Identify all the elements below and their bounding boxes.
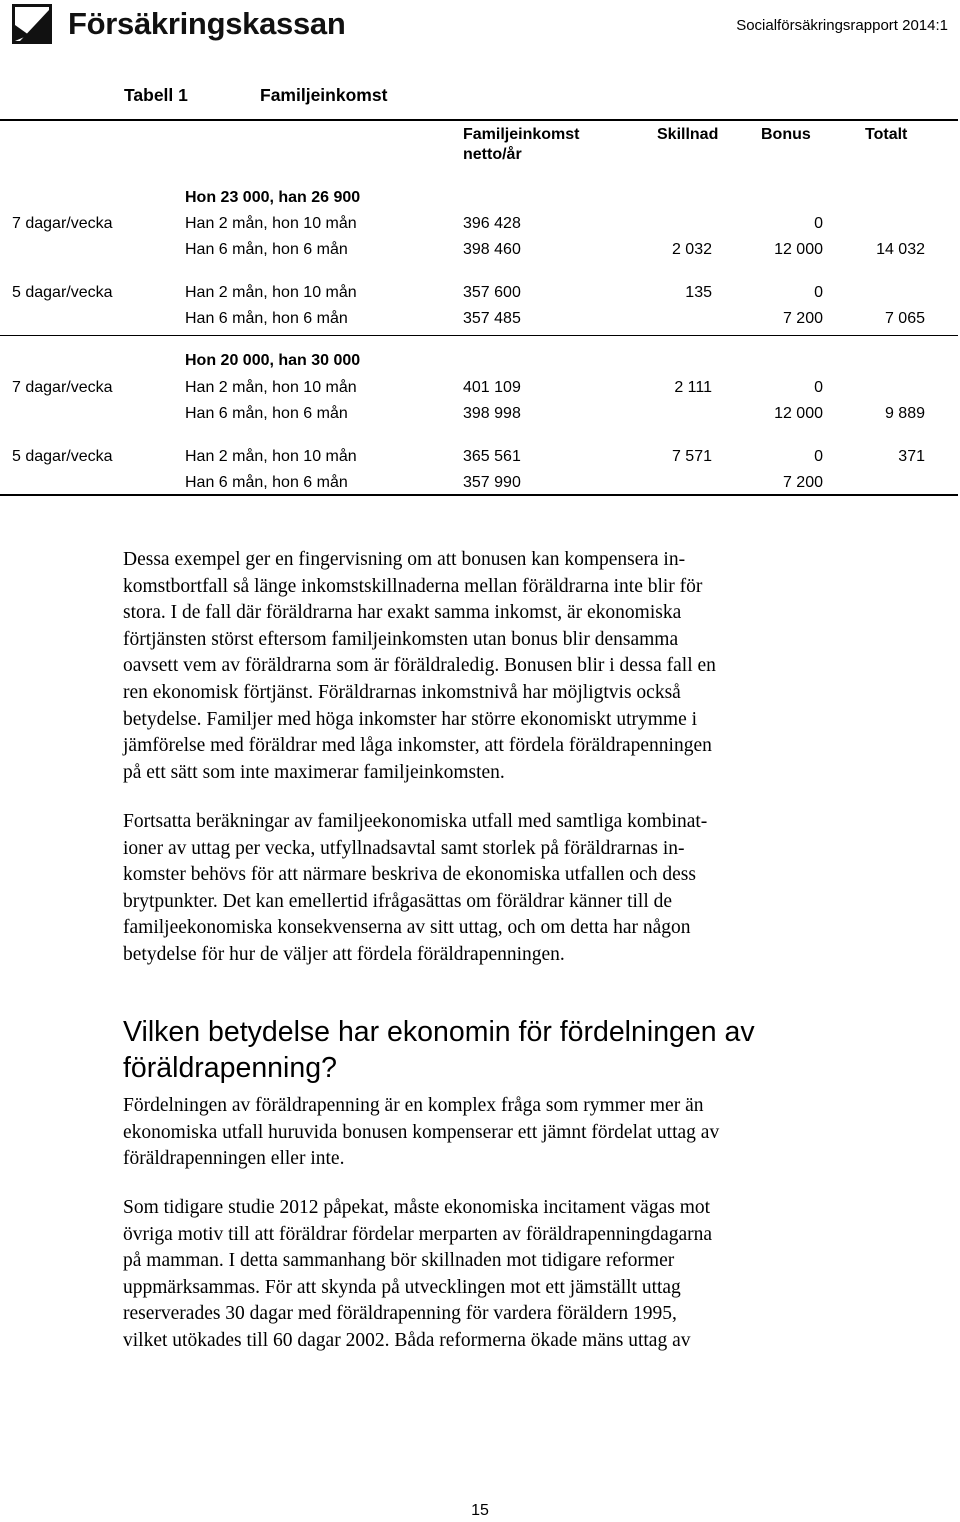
group-label: Hon 23 000, han 26 900	[185, 189, 361, 206]
paragraph-line: Som tidigare studie 2012 påpekat, måste ekonomiska incitament vägas mot	[123, 1197, 711, 1218]
paragraph-line: på ett sätt som inte maximerar familjeinkomsten.	[123, 761, 505, 783]
row-diff: 2 032	[671, 241, 712, 258]
paragraph	[123, 1093, 843, 1173]
row-diff: 135	[685, 284, 712, 301]
paragraph-line: jämförelse med föräldrar med låga inkomster, att fördela föräldrapenningen	[123, 735, 712, 757]
row-days: 7 dagar/vecka	[12, 215, 113, 232]
table-group-separator	[0, 335, 958, 336]
row-total: 7 065	[884, 310, 925, 327]
row-days: 5 dagar/vecka	[12, 448, 113, 465]
section-heading-line: föräldrapenning?	[123, 1052, 337, 1084]
col-header-bonus: Bonus	[761, 126, 811, 143]
paragraph-line: föräldrapenningen eller inte.	[123, 1148, 345, 1170]
table-name: Familjeinkomst	[260, 85, 388, 105]
row-split: Han 2 mån, hon 10 mån	[185, 448, 357, 465]
row-income: 398 460	[463, 241, 521, 258]
row-income: 401 109	[463, 379, 521, 396]
logo	[12, 3, 346, 45]
row-total: 371	[898, 448, 925, 465]
row-bonus: 12 000	[774, 405, 823, 422]
row-split: Han 6 mån, hon 6 mån	[185, 474, 348, 491]
row-income: 396 428	[463, 215, 521, 232]
page-number: 15	[471, 1502, 489, 1519]
row-income: 365 561	[463, 448, 521, 465]
col-header-total: Totalt	[865, 126, 908, 143]
report-reference: Socialförsäkringsrapport 2014:1	[736, 17, 948, 34]
row-bonus: 0	[814, 284, 823, 301]
paragraph-line: Dessa exempel ger en fingervisning om att bonusen kan kompensera in-	[123, 549, 686, 570]
paragraph	[123, 547, 843, 786]
paragraph-line: betydelse. Familjer med höga inkomster har större ekonomiskt utrymme i	[123, 708, 698, 730]
paragraph-line: Fördelningen av föräldrapenning är en komplex fråga som rymmer mer än	[123, 1095, 704, 1116]
row-bonus: 0	[814, 379, 823, 396]
paragraph-line: ren ekonomisk förtjänst. Föräldrarnas inkomstnivå har möjligtvis också	[123, 681, 681, 703]
row-bonus: 12 000	[774, 241, 823, 258]
paragraph-line: övriga motiv till att föräldrar fördelar merparten av föräldrapenningdagarna	[123, 1223, 713, 1245]
row-split: Han 2 mån, hon 10 mån	[185, 379, 357, 396]
row-bonus: 7 200	[782, 474, 823, 491]
paragraph-line: familjeekonomiska konsekvenserna av sitt uttag, och om detta har någon	[123, 917, 691, 939]
paragraph-line: oavsett vem av föräldrarna som är föräldraledig. Bonusen blir i dessa fall en	[123, 655, 716, 677]
section-heading	[123, 1014, 843, 1086]
table-number: Tabell 1	[124, 85, 188, 105]
paragraph-line: uppmärksammas. För att skynda på utvecklingen mot ett jämställt uttag	[123, 1276, 681, 1298]
row-bonus: 7 200	[782, 310, 823, 327]
row-diff: 7 571	[671, 448, 712, 465]
row-split: Han 6 mån, hon 6 mån	[185, 241, 348, 258]
logo-text: Försäkringskassan	[68, 6, 346, 41]
paragraph-line: reserverades 30 dagar med föräldrapenning för vardera föräldern 1995,	[123, 1303, 677, 1325]
paragraph-line: betydelse för hur de väljer att fördela föräldrapenningen.	[123, 943, 565, 965]
paragraph-line: Fortsatta beräkningar av familjeekonomiska utfall med samtliga kombinat-	[123, 811, 708, 832]
paragraph-line: komster behövs för att närmare beskriva de ekonomiska utfallen och dess	[123, 864, 696, 886]
row-split: Han 6 mån, hon 6 mån	[185, 310, 348, 327]
table-top-rule	[0, 119, 958, 121]
row-split: Han 6 mån, hon 6 mån	[185, 405, 348, 422]
row-split: Han 2 mån, hon 10 mån	[185, 215, 357, 232]
row-split: Han 2 mån, hon 10 mån	[185, 284, 357, 301]
row-total: 14 032	[876, 241, 925, 258]
group-label: Hon 20 000, han 30 000	[185, 352, 361, 369]
col-header-income-line1: Familjeinkomst	[463, 126, 580, 143]
row-bonus: 0	[814, 215, 823, 232]
paragraph-line: ioner av uttag per vecka, utfyllnadsavtal samt storlek på föräldrarnas in-	[123, 837, 685, 859]
row-income: 357 990	[463, 474, 521, 491]
paragraph-line: stora. I de fall där föräldrarna har exakt samma inkomst, är ekonomiska	[123, 602, 682, 624]
fk-logo-icon	[12, 4, 52, 44]
row-diff: 2 111	[674, 379, 712, 396]
row-days: 7 dagar/vecka	[12, 379, 113, 396]
paragraph-line: ekonomiska utfall huruvida bonusen kompenserar ett jämnt fördelat uttag av	[123, 1121, 720, 1143]
row-bonus: 0	[814, 448, 823, 465]
paragraph-line: komstbortfall så länge inkomstskillnaderna mellan föräldrarna inte blir för	[123, 575, 703, 597]
row-income: 357 600	[463, 284, 521, 301]
paragraph-line: på mamman. I detta sammanhang bör skillnaden mot tidigare reformer	[123, 1250, 675, 1272]
col-header-diff: Skillnad	[657, 126, 719, 143]
section-heading-line: Vilken betydelse har ekonomin för fördelningen av	[123, 1016, 755, 1048]
paragraph-line: brytpunkter. Det kan emellertid ifrågasättas om föräldrar känner till de	[123, 890, 673, 912]
table-bottom-rule	[0, 494, 958, 496]
col-header-income-line2: netto/år	[463, 146, 522, 163]
row-days: 5 dagar/vecka	[12, 284, 113, 301]
paragraph-line: förtjänsten störst eftersom familjeinkomsten utan bonus blir densamma	[123, 628, 679, 650]
paragraph	[123, 1195, 843, 1355]
paragraph	[123, 809, 843, 969]
paragraph-line: vilket utökades till 60 dagar 2002. Båda reformerna ökade mäns uttag av	[123, 1329, 691, 1351]
row-income: 357 485	[463, 310, 521, 327]
col-header-income	[463, 125, 579, 165]
row-income: 398 998	[463, 405, 521, 422]
row-total: 9 889	[884, 405, 925, 422]
